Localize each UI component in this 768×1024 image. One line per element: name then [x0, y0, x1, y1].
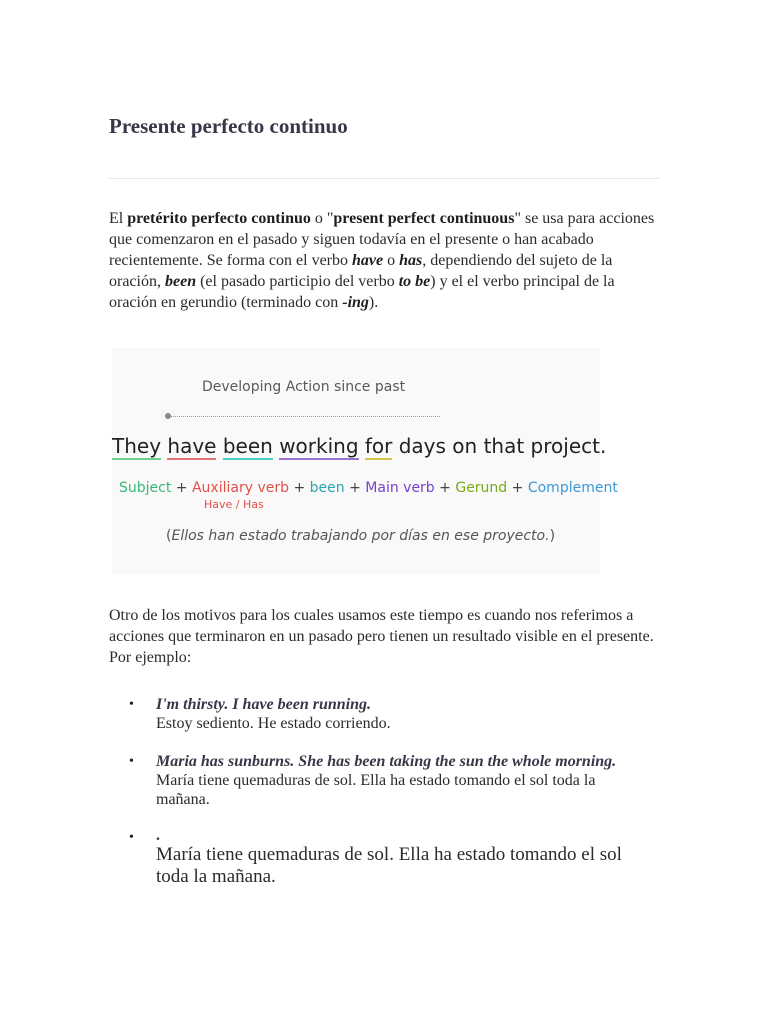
formula-complement: Complement [527, 480, 618, 496]
intro-paragraph: El pretérito perfecto continuo o "present perfect continuous" se usa para acciones que comenzaron en el pasado y siguen todavía en el presente o han acabado recientemente. Se forma con el verbo have o has, dependiendo del sujeto de la oración, been (el pasado participio del verbo to be) y el el verbo principal de la oración en gerundio (terminado con -ing). [109, 210, 655, 311]
example-english: I'm thirsty. I have been running. [156, 696, 372, 713]
term-to-be: to be [398, 273, 431, 290]
bullet-icon: • [129, 754, 134, 769]
list-item [129, 828, 649, 888]
grammar-figure [112, 348, 618, 574]
page-title: Presente perfecto continuo [109, 114, 348, 138]
bullet-icon: • [129, 830, 134, 845]
example-english: Maria has sunburns. She has been taking the sun the whole morning. [156, 753, 617, 770]
term-been: been [164, 273, 197, 290]
term-has: has [399, 252, 423, 269]
example-sentence [112, 434, 606, 460]
formula-auxiliary: Auxiliary verb [191, 480, 289, 496]
sentence-main-verb: working [279, 434, 359, 458]
formula-subject: Subject [119, 480, 172, 496]
structure-formula: Subject + Auxiliary verb + been + Main verb + Gerund + Complement [119, 480, 618, 496]
list-item [129, 695, 649, 733]
term-preterito: pretérito perfecto continuo [127, 210, 311, 227]
formula-gerund: Gerund [455, 480, 508, 496]
sentence-subject: They [112, 434, 162, 458]
sentence-gerund-extra: for [364, 434, 393, 458]
example-spanish: María tiene quemaduras de sol. Ella ha estado tomando el sol toda la mañana. [156, 772, 596, 808]
figure-caption: Developing Action since past [202, 379, 406, 395]
sentence-been: been [222, 434, 273, 458]
sentence-auxiliary: have [167, 434, 217, 458]
example-spanish: María tiene quemaduras de sol. Ella ha estado tomando el sol toda la mañana. [156, 844, 622, 887]
formula-been: been [309, 480, 345, 496]
list-item [129, 752, 649, 809]
examples-list [129, 695, 649, 907]
term-have: have [352, 252, 384, 269]
timeline-line [168, 416, 440, 417]
bullet-icon: • [129, 697, 134, 712]
example-spanish: Estoy sediento. He estado corriendo. [156, 715, 391, 732]
have-has-note: Have / Has [204, 498, 264, 511]
term-ing: -ing [342, 294, 369, 311]
timeline-start-dot [165, 413, 171, 419]
second-paragraph: Otro de los motivos para los cuales usamos este tiempo es cuando nos referimos a acciones que terminaron en un pasado pero tienen un resultado visible en el presente. Por ejemplo: [109, 607, 654, 666]
sentence-complement: days on that project. [398, 434, 607, 458]
title-divider [109, 178, 660, 179]
figure-translation: (Ellos han estado trabajando por días en ese proyecto.) [166, 528, 556, 544]
term-present-perfect-continuous: present perfect continuous [333, 210, 515, 227]
formula-main-verb: Main verb [365, 480, 435, 496]
example-english: . [156, 827, 160, 844]
